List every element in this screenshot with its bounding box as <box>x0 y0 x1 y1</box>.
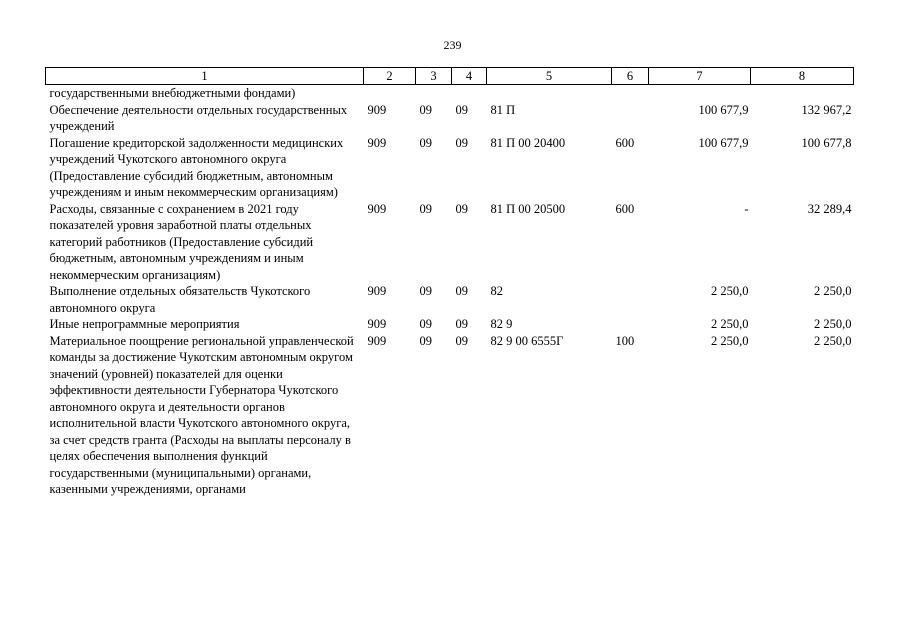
cell-expense-type <box>612 85 649 102</box>
cell-sum-year1: 100 677,9 <box>698 135 749 150</box>
column-header: 6 <box>612 68 649 85</box>
cell-pr: 09 <box>455 333 468 348</box>
table-row <box>46 333 854 498</box>
cell-pr <box>452 85 487 102</box>
cell-expense-type: 600 <box>615 201 635 216</box>
cell-expense-type: 600 <box>615 135 635 150</box>
cell-sum-year1 <box>649 85 751 102</box>
cell-expense-type <box>612 283 649 316</box>
cell-expense-type <box>612 102 649 135</box>
column-header: 3 <box>416 68 452 85</box>
cell-sum-year2: 2 250,0 <box>814 333 852 348</box>
table-row <box>46 85 854 102</box>
cell-sum-year1: - <box>744 201 749 216</box>
cell-rz: 09 <box>419 333 432 348</box>
cell-expense-name: Погашение кредиторской задолженности медицинских учреждений Чукотского автономного округа (Предоставление субсидий бюджетным, автономным учреждениям и иным некоммерческим организациям) <box>49 135 344 199</box>
cell-rz: 09 <box>419 317 432 331</box>
cell-rz <box>416 85 452 102</box>
cell-grbs: 909 <box>367 333 387 348</box>
cell-target-article <box>487 85 612 102</box>
cell-sum-year2: 100 677,8 <box>801 135 852 150</box>
cell-sum-year2: 32 289,4 <box>807 201 852 216</box>
table-row <box>46 316 854 333</box>
cell-expense-name: Обеспечение деятельности отдельных государственных учреждений <box>49 102 348 133</box>
cell-rz: 09 <box>419 284 432 298</box>
table-row <box>46 201 854 284</box>
column-header: 8 <box>751 68 854 85</box>
cell-grbs: 909 <box>367 102 387 117</box>
cell-sum-year1: 2 250,0 <box>711 333 749 348</box>
cell-sum-year1: 2 250,0 <box>711 317 749 331</box>
page-number: 239 <box>443 38 462 52</box>
cell-target-article: 82 <box>490 284 503 298</box>
cell-sum-year2: 132 967,2 <box>801 102 852 117</box>
cell-pr: 09 <box>455 102 468 117</box>
cell-target-article: 81 П 00 20500 <box>490 201 566 216</box>
cell-target-article: 82 9 <box>490 317 513 331</box>
cell-grbs: 909 <box>367 201 387 216</box>
cell-expense-name: Расходы, связанные с сохранением в 2021 году показателей уровня заработной платы отдельных категорий работников (Предоставление субсидий бюджетным, автономным учреждениям и иным некоммерческим организациям) <box>49 201 314 282</box>
cell-expense-name: государственными внебюджетными фондами) <box>49 86 296 100</box>
cell-pr: 09 <box>455 135 468 150</box>
cell-pr: 09 <box>455 284 468 298</box>
cell-pr: 09 <box>455 201 468 216</box>
cell-sum-year1: 100 677,9 <box>698 102 749 117</box>
column-header: 7 <box>649 68 751 85</box>
column-header: 2 <box>364 68 416 85</box>
cell-target-article: 81 П <box>490 102 516 117</box>
cell-rz: 09 <box>419 201 432 216</box>
header-row <box>46 68 854 85</box>
cell-target-article: 81 П 00 20400 <box>490 135 566 150</box>
cell-pr: 09 <box>455 317 468 331</box>
budget-table <box>45 67 854 498</box>
cell-sum-year2: 2 250,0 <box>814 317 852 331</box>
cell-sum-year2 <box>751 85 854 102</box>
column-header: 5 <box>487 68 612 85</box>
cell-rz: 09 <box>419 135 432 150</box>
cell-grbs: 909 <box>367 284 387 298</box>
cell-expense-type <box>612 316 649 333</box>
table-row <box>46 283 854 316</box>
cell-expense-name: Материальное поощрение региональной управленческой команды за достижение Чукотским автономным округом значений (уровней) показателей для оценки эффективности деятельности Губернатора Чукотского автономного округа и деятельности органов исполнительной власти Чукотского автономного округа, за счет средств гранта (Расходы на выплаты персоналу в целях обеспечения выполнения функций государственными (муниципальными) органами, казенными учреждениями, органами <box>49 333 354 496</box>
cell-target-article: 82 9 00 6555Г <box>490 333 564 348</box>
cell-expense-name: Выполнение отдельных обязательств Чукотского автономного округа <box>49 284 311 315</box>
table-row <box>46 102 854 135</box>
cell-rz: 09 <box>419 102 432 117</box>
cell-grbs <box>364 85 416 102</box>
cell-grbs: 909 <box>367 317 387 331</box>
cell-grbs: 909 <box>367 135 387 150</box>
column-header: 1 <box>46 68 364 85</box>
cell-expense-name: Иные непрограммные мероприятия <box>49 317 240 331</box>
table-row <box>46 135 854 201</box>
column-header: 4 <box>452 68 487 85</box>
cell-expense-type: 100 <box>615 333 635 348</box>
cell-sum-year2: 2 250,0 <box>814 284 852 298</box>
cell-sum-year1: 2 250,0 <box>711 284 749 298</box>
